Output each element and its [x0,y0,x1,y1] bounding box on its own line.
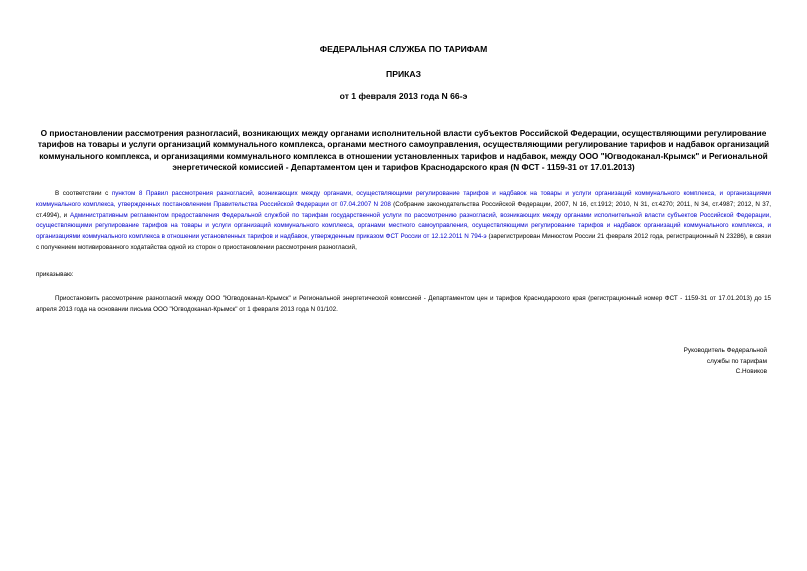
signature-title-line1: Руководитель Федеральной [683,347,767,354]
regulation-link[interactable]: Административным регламентом предоставления Федеральной службой по тарифам государственной услуги по рассмотрению разногласий, возникающих между органами исполнительной власти субъектов Российской Федерации, осуществляющими регулирование тарифов на товары и услуги организаций коммунального комплекса, органами местного самоуправления, осуществляющими регулирование тарифов и надбавок организаций коммунального комплекса, и организациями коммунального комплекса в отношении установленных тарифов и надбавок, утвержденным приказом ФСТ России от 12.12.2011 N 794-э [36,211,771,241]
signature-block [684,346,767,378]
signature-title-line2: службы по тарифам [706,357,767,365]
preamble-text-3: (зарегистрирован Минюстом России 21 февраля 2012 года, регистрационный N 23286), в связи с получением мотивированного ходатайства одной из сторон о приостановлении рассмотрения разногласий, [36,233,771,251]
document-type: ПРИКАЗ [386,69,421,79]
preamble-text-1: В соответствии с [55,190,112,197]
signature-name: С.Новиков [735,368,767,376]
preamble-text-2: (Собрание законодательства Российской Федерации, 2007, N 16, ст.1912; 2010, N 31, ст.4270; 2011, N 34, ст.4987; 2012, N 37, ст.4994), и [36,200,771,219]
order-paragraph: Приостановить рассмотрение разногласий между ООО "Югводоканал-Крымск" и Региональной энергетической комиссией - Департаментом цен и тарифов Краснодарского края (регистрационный номер ФСТ - 1159-31 от 17.01.2013) до 15 апреля 2013 года на основании письма ООО "Югводоканал-Крымск" от 1 февраля 2013 года N 01/102. [36,295,771,313]
rules-link[interactable]: пунктом 8 Правил рассмотрения разногласий, возникающих между органами, осуществляющими регулирование тарифов и надбавок на товары и услуги организаций коммунального комплекса, и организациями коммунального комплекса, утвержденных постановлением Правительства Российской Федерации от 07.04.2007 N 208 [36,190,772,208]
agency-name: ФЕДЕРАЛЬНАЯ СЛУЖБА ПО ТАРИФАМ [319,44,488,54]
order-word: приказываю: [36,271,74,278]
document-date-number: от 1 февраля 2013 года N 66-э [339,91,468,101]
document-title: О приостановлении рассмотрения разногласий, возникающих между органами исполнительной власти субъектов Российской Федерации, осуществляющими регулирование тарифов на товары и услуги организаций коммунального комплекса, органами местного самоуправления, осуществляющими регулирование тарифов и надбавок организаций коммунального комплекса, и организациями коммунального комплекса в отношении установленных тарифов и надбавок, между ООО "Югводоканал-Крымск" и Региональной энергетической комиссией - Департаментом цен и тарифов Краснодарского края (N ФСТ - 1159-31 от 17.01.2013) [37,128,770,172]
preamble-paragraph [36,189,771,254]
